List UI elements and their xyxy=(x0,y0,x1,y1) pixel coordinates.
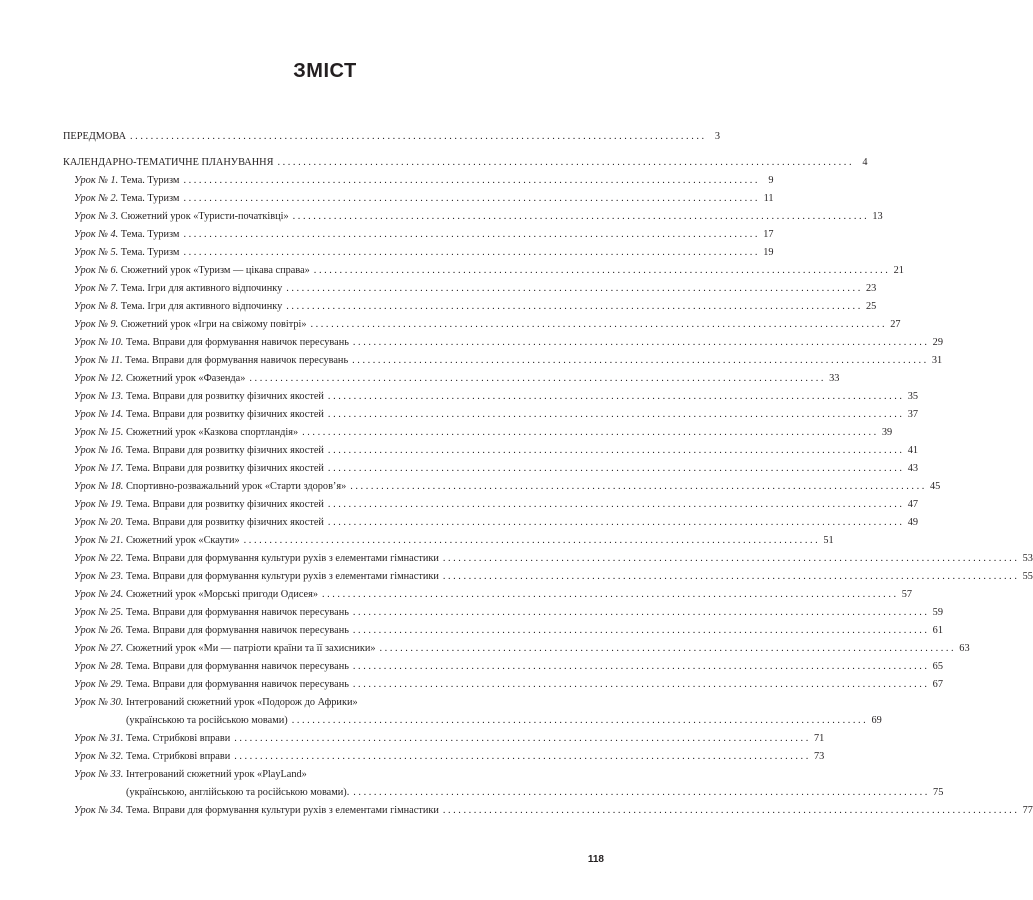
lesson-number: Урок № 25. xyxy=(74,607,124,618)
dot-leader xyxy=(130,128,704,146)
toc-lesson-entry xyxy=(74,370,245,388)
lesson-title: Тема. Туризм xyxy=(120,193,180,204)
lesson-title: Сюжетний урок «Ми — патріоти країни та її захисники» xyxy=(125,643,376,654)
dot-leader xyxy=(277,154,851,172)
dot-leader xyxy=(353,334,927,352)
toc-lesson-entry xyxy=(74,568,439,586)
lesson-number: Урок № 2. xyxy=(74,193,119,204)
lesson-title: Тема. Вправи для формування культури рухів з елементами гімнастики xyxy=(125,805,439,816)
lesson-title: Тема. Ігри для активного відпочинку xyxy=(120,301,283,312)
toc-page-number: 63 xyxy=(959,643,970,654)
lesson-title: Тема. Вправи для розвитку фізичних якостей xyxy=(125,391,324,402)
toc-section-planning[interactable] xyxy=(63,154,868,172)
toc-lesson-continuation[interactable] xyxy=(63,712,882,730)
lesson-title: Тема. Вправи для розвитку фізичних якостей xyxy=(125,517,324,528)
lesson-title: Спортивно-розважальний урок «Старти здоров’я» xyxy=(125,481,347,492)
lesson-title: Сюжетний урок «Скаути» xyxy=(125,535,240,546)
lesson-number: Урок № 4. xyxy=(74,229,119,240)
lesson-title: Тема. Вправи для формування культури рухів з елементами гімнастики xyxy=(125,553,439,564)
lesson-number: Урок № 27. xyxy=(74,643,124,654)
toc-page-number: 55 xyxy=(1022,571,1033,582)
toc-lesson-item[interactable] xyxy=(63,694,603,712)
toc-lesson-item[interactable] xyxy=(63,622,943,640)
lesson-number: Урок № 1. xyxy=(74,175,119,186)
dot-leader xyxy=(183,172,757,190)
dot-leader xyxy=(234,730,808,748)
lesson-title: Тема. Туризм xyxy=(120,229,180,240)
toc-page-number: 67 xyxy=(932,679,943,690)
lesson-number: Урок № 23. xyxy=(74,571,124,582)
toc-lesson-item[interactable] xyxy=(63,568,1033,586)
toc-page-number: 75 xyxy=(933,787,944,798)
toc-page-number: 21 xyxy=(893,265,904,276)
lesson-number: Урок № 5. xyxy=(74,247,119,258)
toc-lesson-item[interactable] xyxy=(63,424,893,442)
toc-lesson-entry xyxy=(74,172,179,190)
dot-leader xyxy=(183,244,757,262)
lesson-number: Урок № 14. xyxy=(74,409,124,420)
dot-leader xyxy=(183,226,757,244)
toc-lesson-item[interactable] xyxy=(63,406,918,424)
toc-lesson-entry xyxy=(74,262,310,280)
lesson-number: Урок № 32. xyxy=(74,751,124,762)
toc-lesson-entry xyxy=(74,586,318,604)
dot-leader xyxy=(350,478,924,496)
toc-lesson-entry xyxy=(74,514,324,532)
toc-lesson-entry xyxy=(74,208,289,226)
toc-page-number: 35 xyxy=(907,391,918,402)
dot-leader xyxy=(322,586,896,604)
toc-lesson-item[interactable] xyxy=(63,442,918,460)
toc-page-number: 11 xyxy=(763,193,774,204)
lesson-number: Урок № 34. xyxy=(74,805,124,816)
toc-section-title: ПЕРЕДМОВА xyxy=(63,131,127,142)
dot-leader xyxy=(443,568,1017,586)
lesson-title: Тема. Вправи для формування культури рухів з елементами гімнастики xyxy=(125,571,439,582)
toc-page-number: 43 xyxy=(907,463,918,474)
toc-section-preface[interactable] xyxy=(63,128,721,146)
lesson-subtitle: (українською, англійською та російською мовами). xyxy=(126,787,350,798)
toc-page-number: 45 xyxy=(930,481,941,492)
lesson-title: Тема. Вправи для розвитку фізичних якостей xyxy=(125,445,324,456)
dot-leader xyxy=(328,460,902,478)
toc-section-title: КАЛЕНДАРНО-ТЕМАТИЧНЕ ПЛАНУВАННЯ xyxy=(63,157,274,168)
toc-page-number: 19 xyxy=(763,247,774,258)
toc-lesson-item[interactable] xyxy=(63,478,941,496)
lesson-number: Урок № 13. xyxy=(74,391,124,402)
lesson-number: Урок № 22. xyxy=(74,553,124,564)
toc-lesson-entry xyxy=(74,460,324,478)
lesson-title: Тема. Туризм xyxy=(120,175,180,186)
lesson-title: Інтегрований сюжетний урок «Подорож до Африки» xyxy=(125,697,358,708)
toc-lesson-entry xyxy=(74,334,349,352)
toc-lesson-item[interactable] xyxy=(63,316,901,334)
toc-page-number: 53 xyxy=(1022,553,1033,564)
toc-lesson-item[interactable] xyxy=(63,298,877,316)
lesson-title: Тема. Стрибкові вправи xyxy=(125,751,231,762)
dot-leader xyxy=(183,190,757,208)
toc-lesson-item[interactable] xyxy=(63,604,943,622)
toc-lesson-item[interactable] xyxy=(63,676,943,694)
toc-lesson-item[interactable] xyxy=(63,586,913,604)
toc-lesson-entry xyxy=(74,298,282,316)
lesson-title: Сюжетний урок «Фазенда» xyxy=(125,373,246,384)
dot-leader xyxy=(310,316,884,334)
lesson-title: Тема. Вправи для формування навичок пересувань xyxy=(125,337,349,348)
lesson-number: Урок № 12. xyxy=(74,373,124,384)
lesson-title: Сюжетний урок «Ігри на свіжому повітрі» xyxy=(120,319,307,330)
dot-leader xyxy=(353,604,927,622)
toc-page-number: 9 xyxy=(768,175,774,186)
toc-lesson-item[interactable] xyxy=(63,460,918,478)
lesson-number: Урок № 7. xyxy=(74,283,119,294)
lesson-number: Урок № 3. xyxy=(74,211,119,222)
toc-page-number: 57 xyxy=(901,589,913,600)
lesson-title: Сюжетний урок «Морські пригоди Одисея» xyxy=(125,589,318,600)
toc-page-number: 77 xyxy=(1022,805,1033,816)
table-of-contents xyxy=(63,128,1033,820)
lesson-subtitle: (українською та російською мовами) xyxy=(126,715,288,726)
lesson-title: Тема. Ігри для активного відпочинку xyxy=(120,283,283,294)
lesson-number: Урок № 30. xyxy=(74,697,124,708)
lesson-number: Урок № 8. xyxy=(74,301,119,312)
toc-lesson-item[interactable] xyxy=(63,514,918,532)
toc-lesson-entry xyxy=(74,244,179,262)
lesson-number: Урок № 11. xyxy=(74,355,123,366)
lesson-list xyxy=(63,172,1033,820)
toc-page-number: 4 xyxy=(862,157,868,168)
toc-page-number: 3 xyxy=(714,131,721,142)
page-number: 118 xyxy=(587,854,604,865)
dot-leader xyxy=(353,676,927,694)
dot-leader xyxy=(443,550,1017,568)
toc-lesson-item[interactable] xyxy=(63,172,774,190)
dot-leader xyxy=(234,748,808,766)
lesson-number: Урок № 33. xyxy=(74,769,124,780)
toc-lesson-item[interactable] xyxy=(63,532,834,550)
toc-lesson-item[interactable] xyxy=(63,262,904,280)
toc-page-number: 47 xyxy=(907,499,918,510)
lesson-title: Тема. Вправи для формування навичок пересувань xyxy=(125,625,349,636)
dot-leader xyxy=(328,496,902,514)
dot-leader xyxy=(286,280,860,298)
toc-lesson-entry xyxy=(74,478,346,496)
lesson-number: Урок № 21. xyxy=(74,535,124,546)
toc-lesson-entry xyxy=(74,766,307,784)
toc-lesson-entry xyxy=(74,424,298,442)
dot-leader xyxy=(292,712,866,730)
lesson-title: Тема. Вправи для формування навичок пересувань xyxy=(125,355,349,366)
toc-lesson-entry xyxy=(74,694,358,712)
toc-page-number: 71 xyxy=(813,733,825,744)
toc-lesson-entry xyxy=(74,658,349,676)
toc-lesson-item[interactable] xyxy=(63,208,883,226)
toc-lesson-entry xyxy=(74,532,240,550)
toc-lesson-item[interactable] xyxy=(63,226,774,244)
toc-page-number: 33 xyxy=(829,373,840,384)
toc-lesson-entry xyxy=(74,316,306,334)
lesson-title: Сюжетний урок «Казкова спортландія» xyxy=(125,427,299,438)
toc-lesson-item[interactable] xyxy=(63,352,943,370)
lesson-number: Урок № 9. xyxy=(74,319,119,330)
toc-page-number: 31 xyxy=(931,355,943,366)
lesson-title: Тема. Вправи для розвитку фізичних якостей xyxy=(125,409,324,420)
lesson-title: Тема. Вправи для формування навичок пересувань xyxy=(125,661,349,672)
toc-lesson-item[interactable] xyxy=(63,550,1033,568)
toc-lesson-entry xyxy=(74,802,439,820)
toc-lesson-entry xyxy=(74,676,349,694)
lesson-number: Урок № 17. xyxy=(74,463,124,474)
lesson-number: Урок № 24. xyxy=(74,589,124,600)
toc-lesson-entry xyxy=(74,604,349,622)
toc-lesson-item[interactable] xyxy=(63,334,943,352)
dot-leader xyxy=(380,640,954,658)
toc-page-number: 59 xyxy=(932,607,943,618)
toc-page-number: 17 xyxy=(763,229,774,240)
lesson-number: Урок № 16. xyxy=(74,445,124,456)
toc-page-number: 39 xyxy=(881,427,893,438)
toc-page-number: 73 xyxy=(813,751,825,762)
dot-leader xyxy=(352,352,926,370)
dot-leader xyxy=(244,532,818,550)
toc-lesson-entry xyxy=(74,730,230,748)
toc-page-number: 51 xyxy=(823,535,834,546)
toc-lesson-entry xyxy=(74,640,376,658)
lesson-title: Тема. Вправи для формування навичок пересувань xyxy=(125,679,349,690)
dot-leader xyxy=(249,370,823,388)
page-title: ЗМІСТ xyxy=(293,60,357,82)
lesson-number: Урок № 18. xyxy=(74,481,124,492)
toc-lesson-entry xyxy=(74,442,324,460)
lesson-number: Урок № 28. xyxy=(74,661,124,672)
lesson-title: Тема. Вправи для розвитку фізичних якостей xyxy=(125,499,324,510)
toc-page-number: 29 xyxy=(932,337,943,348)
lesson-number: Урок № 26. xyxy=(74,625,124,636)
lesson-title: Тема. Стрибкові вправи xyxy=(125,733,231,744)
lesson-title: Тема. Вправи для розвитку фізичних якостей xyxy=(125,463,324,474)
toc-lesson-item[interactable] xyxy=(63,190,774,208)
toc-lesson-item[interactable] xyxy=(63,802,1033,820)
dot-leader xyxy=(314,262,888,280)
toc-lesson-item[interactable] xyxy=(63,244,774,262)
lesson-number: Урок № 15. xyxy=(74,427,124,438)
dot-leader xyxy=(328,442,902,460)
toc-lesson-item[interactable] xyxy=(63,658,943,676)
dot-leader xyxy=(328,514,902,532)
lesson-title: Сюжетний урок «Туризм — цікава справа» xyxy=(120,265,310,276)
toc-page-number: 49 xyxy=(907,517,918,528)
toc-lesson-item[interactable] xyxy=(63,748,825,766)
dot-leader xyxy=(353,658,927,676)
toc-lesson-entry xyxy=(74,352,348,370)
toc-page-number: 65 xyxy=(932,661,943,672)
toc-page-number: 41 xyxy=(907,445,918,456)
toc-page-number: 69 xyxy=(871,715,882,726)
dot-leader xyxy=(443,802,1017,820)
dot-leader xyxy=(353,784,927,802)
toc-page-number: 25 xyxy=(865,301,877,312)
toc-lesson-item[interactable] xyxy=(63,280,877,298)
dot-leader xyxy=(328,388,902,406)
toc-page-number: 27 xyxy=(890,319,901,330)
toc-lesson-entry xyxy=(74,550,439,568)
dot-leader xyxy=(293,208,867,226)
toc-page-number: 13 xyxy=(872,211,883,222)
dot-leader xyxy=(286,298,860,316)
dot-leader xyxy=(302,424,876,442)
toc-lesson-item[interactable] xyxy=(63,496,918,514)
lesson-number: Урок № 20. xyxy=(74,517,124,528)
lesson-title: Тема. Туризм xyxy=(120,247,180,258)
toc-page-number: 61 xyxy=(932,625,943,636)
toc-page-number: 23 xyxy=(865,283,877,294)
lesson-number: Урок № 10. xyxy=(74,337,124,348)
toc-lesson-entry xyxy=(74,748,230,766)
toc-lesson-item[interactable] xyxy=(63,766,603,784)
lesson-number: Урок № 6. xyxy=(74,265,119,276)
toc-lesson-entry xyxy=(74,496,324,514)
toc-lesson-entry xyxy=(74,622,349,640)
toc-page-number: 37 xyxy=(907,409,918,420)
toc-lesson-item[interactable] xyxy=(63,730,825,748)
lesson-title: Тема. Вправи для формування навичок пересувань xyxy=(125,607,349,618)
toc-lesson-item[interactable] xyxy=(63,388,918,406)
lesson-title: Інтегрований сюжетний урок «PlayLand» xyxy=(125,769,307,780)
toc-lesson-continuation[interactable] xyxy=(63,784,944,802)
dot-leader xyxy=(328,406,902,424)
dot-leader xyxy=(353,622,927,640)
toc-lesson-entry xyxy=(74,226,179,244)
toc-lesson-item[interactable] xyxy=(63,640,970,658)
toc-lesson-entry xyxy=(74,388,324,406)
toc-lesson-entry xyxy=(74,190,179,208)
lesson-number: Урок № 31. xyxy=(74,733,124,744)
toc-lesson-entry xyxy=(74,280,282,298)
toc-lesson-entry xyxy=(74,406,324,424)
lesson-number: Урок № 29. xyxy=(74,679,124,690)
toc-lesson-item[interactable] xyxy=(63,370,840,388)
lesson-title: Сюжетний урок «Туристи-початківці» xyxy=(120,211,289,222)
lesson-number: Урок № 19. xyxy=(74,499,124,510)
